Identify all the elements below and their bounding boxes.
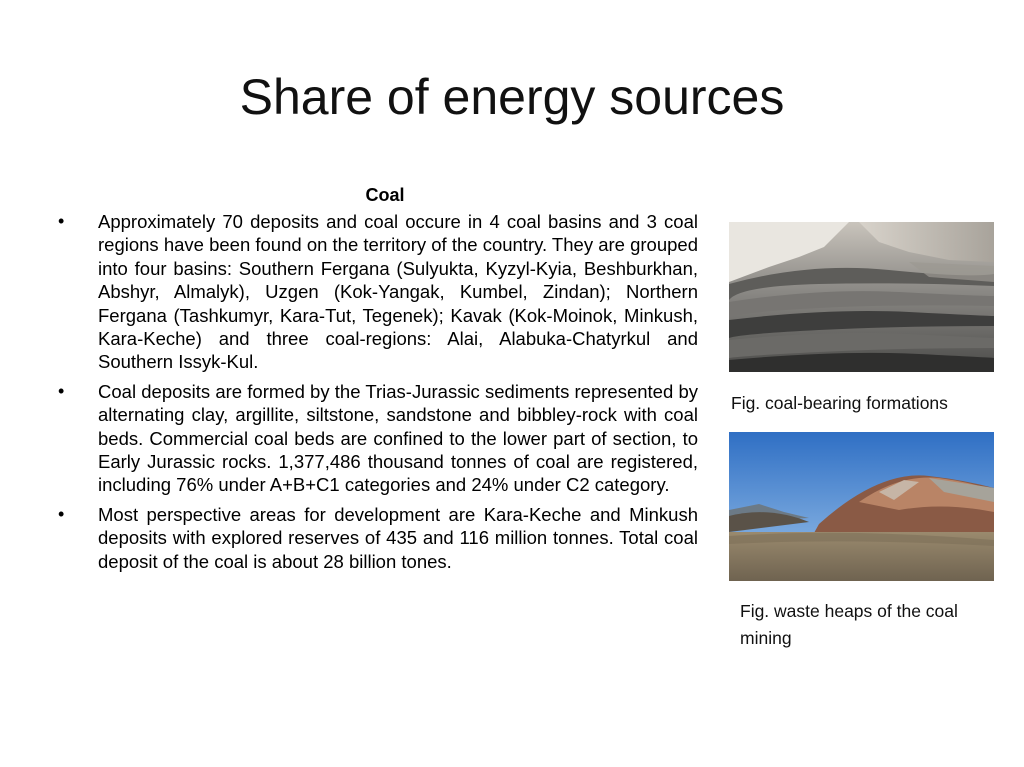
section-heading: Coal	[365, 185, 405, 205]
bullet-icon: •	[58, 380, 65, 401]
figure-caption-2: Fig. waste heaps of the coal mining	[740, 601, 958, 648]
bullet-item	[58, 210, 698, 374]
bullet-item	[58, 380, 698, 497]
bullet-icon: •	[58, 211, 65, 231]
bullet-list	[58, 210, 698, 579]
waste-heaps-photo	[729, 432, 994, 581]
bullet-icon: •	[58, 503, 65, 524]
bullet-text: Coal deposits are formed by the Trias-Jurassic sediments represented by alternating clay, argillite, siltstone, sandstone and bibbley-rock with coal beds. Commercial coal beds are confined to the lower part of section, to Early Jurassic rocks. 1,377,486 thousand tonnes of coal are registered, including 76% under A+B+C1 categories and 24% under C2 category.	[98, 380, 698, 496]
slide-title: Share of energy sources	[239, 69, 785, 125]
bullet-item	[58, 503, 698, 573]
bullet-text: Approximately 70 deposits and coal occure in 4 coal basins and 3 coal regions have been found on the territory of the country. They are grouped into four basins: Southern Fergana (Sulyukta, Kyzyl-Kyia, Beshburkhan, Abshyr, Almalyk), Uzgen (Kok-Yangak, Kumbel, Zindan); Northern Fergana (Tashkumyr, Kara-Tut, Tegenek); Kavak (Kok-Moinok, Minkush, Kara-Keche) and three coal-regions: Alai, Alabuka-Chatyrkul and Southern Issyk-Kul.	[98, 211, 698, 373]
coal-formation-photo	[729, 222, 994, 372]
figure-caption-1: Fig. coal-bearing formations	[731, 393, 948, 413]
bullet-text: Most perspective areas for development are Kara-Keche and Minkush deposits with explored reserves of 435 and 116 million tonnes. Total coal deposit of the coal is about 28 billion tones.	[98, 503, 698, 572]
